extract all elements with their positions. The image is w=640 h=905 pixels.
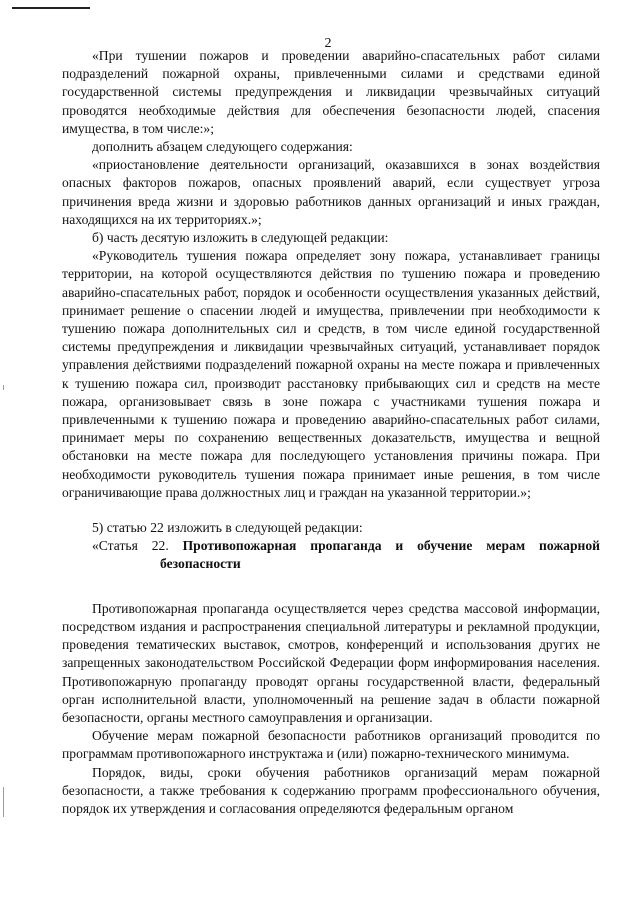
paragraph: Порядок, виды, сроки обучения работников организаций мерам пожарной безопасности, а также требования к содержанию программ профессионального обучения, порядок их утверждения и согласования определяются федеральным органом [62, 764, 600, 816]
article-prefix: «Статья 22. [92, 538, 169, 554]
paragraph: дополнить абзацем следующего содержания: [92, 139, 353, 155]
top-rule [12, 7, 90, 9]
paragraph: б) часть десятую изложить в следующей редакции: [92, 230, 389, 246]
paragraph: Обучение мерам пожарной безопасности работников организаций проводится по программам противопожарного инструктажа и (или) пожарно-технического минимума. [62, 728, 600, 762]
article-heading [62, 537, 600, 573]
article-title: Противопожарная пропаганда и обучение мерам пожарной безопасности [160, 538, 601, 572]
paragraph: «приостановление деятельности организаций, оказавшихся в зонах воздействия опасных факторов пожаров, опасных проявлений аварий, если существует угроза причинения вреда жизни и здоровью работников данных организаций и иных граждан, находящихся на их территориях.»; [62, 157, 600, 227]
paragraph: Противопожарная пропаганда осуществляется через средства массовой информации, посредством издания и распространения специальной литературы и рекламной продукции, проведения тематических выставок, смотров, конференций и использования других не запрещенных законодательством Российской Федерации форм информирования населения. Противопожарную пропаганду проводят органы государственной власти, федеральный орган исполнительной власти, уполномоченный на решение задач в области пожарной безопасности, органы местного самоуправления и организации. [62, 600, 600, 725]
page-number: 2 [324, 36, 332, 51]
margin-mark [3, 787, 4, 817]
paragraph: «Руководитель тушения пожара определяет зону пожара, устанавливает границы территории, на которой осуществляются действия по тушению пожара и проведению аварийно-спасательных работ, порядок и особенности осуществления указанных действий, принимает решение о спасении людей и имущества, привлечении при необходимости к тушению пожара дополнительных сил и средств, в том числе единой государственной системы предупреждения и ликвидации чрезвычайных ситуаций, устанавливает порядок управления действиями подразделений пожарной охраны на месте пожара и привлеченных к тушению пожара сил, производит расстановку прибывающих сил и средств на месте пожара, организовывает связь в зоне пожара с участниками тушения пожара и привлеченными к тушению пожара и проведению аварийно-спасательных работ силами, принимает меры по сохранению вещественных доказательств, имущества и вещной обстановки на месте пожара для последующего установления причины пожара. При необходимости руководитель тушения пожара принимает иные решения, в том числе ограничивающие права должностных лиц и граждан на указанной территории.»; [62, 248, 600, 500]
paragraph: «При тушении пожаров и проведении аварийно-спасательных работ силами подразделений пожарной охраны, привлеченными силами и средствами единой государственной системы предупреждения и ликвидации чрезвычайных ситуаций проводятся необходимые действия для обеспечения безопасности людей, спасения имущества, в том числе:»; [62, 48, 600, 136]
document-body [62, 47, 600, 818]
item-5: 5) статью 22 изложить в следующей редакции: [92, 520, 363, 536]
margin-mark [3, 385, 4, 390]
